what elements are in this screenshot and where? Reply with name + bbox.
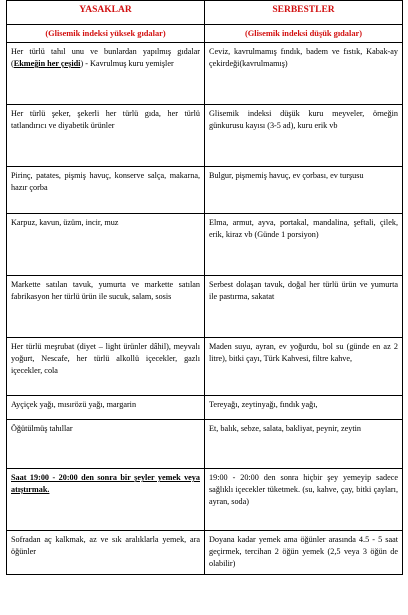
allowed-cell: Elma, armut, ayva, portakal, mandalina, şeftali, çilek, erik, kiraz vb (Günde 1 porsiyon) <box>205 214 403 276</box>
forbidden-cell: Sofradan aç kalkmak, az ve sık aralıklarla yemek, ara öğünler <box>7 531 205 575</box>
allowed-cell: Serbest dolaşan tavuk, doğal her türlü ürün ve yumurta ile pastırma, sakatat <box>205 276 403 338</box>
forbidden-cell: Öğütülmüş tahıllar <box>7 420 205 469</box>
column-subtitle-yasaklar: (Glisemik indeksi yüksek gıdalar) <box>7 25 205 43</box>
allowed-cell: Doyana kadar yemek ama öğünler arasında 4.5 - 5 saat geçirmek, tercihan 2 öğün yemek (2,5 veya 3 öğün de olabilir) <box>205 531 403 575</box>
forbidden-text-emphasis: Ekmeğin her çeşidi <box>13 59 81 69</box>
forbidden-cell <box>7 43 205 105</box>
table-subheader-row <box>7 25 403 43</box>
allowed-cell: Glisemik indeksi düşük kuru meyveler, örneğin günkurusu kayısı (3-5 ad), kuru erik vb <box>205 105 403 167</box>
table-row <box>7 167 403 214</box>
allowed-cell: Maden suyu, ayran, ev yoğurdu, bol su (günde en az 2 litre), bitki çayı, Türk Kahvesi, filtre kahve, <box>205 338 403 396</box>
table-row <box>7 105 403 167</box>
table-row <box>7 420 403 469</box>
forbidden-cell: Her türlü şeker, şekerli her türlü gıda, her türlü tatlandırıcı ve diyabetik ürünler <box>7 105 205 167</box>
allowed-cell: Bulgur, pişmemiş havuç, ev çorbası, ev turşusu <box>205 167 403 214</box>
table-row <box>7 531 403 575</box>
table-row <box>7 214 403 276</box>
forbidden-cell: Markette satılan tavuk, yumurta ve markette satılan fabrikasyon her türlü ürün ile sucuk, salam, sosis <box>7 276 205 338</box>
column-subtitle-serbestler: (Glisemik indeksi düşük gıdalar) <box>205 25 403 43</box>
food-table <box>6 0 403 575</box>
table-header-row <box>7 1 403 25</box>
forbidden-cell: Ayçiçek yağı, mısırözü yağı, margarin <box>7 396 205 420</box>
column-title-yasaklar: YASAKLAR <box>7 1 205 25</box>
forbidden-cell: Karpuz, kavun, üzüm, incir, muz <box>7 214 205 276</box>
table-row <box>7 276 403 338</box>
column-title-serbestler: SERBESTLER <box>205 1 403 25</box>
forbidden-text-part: Her türlü tahıl unu ve bunlardan yapılmış gıdalar ( <box>11 47 200 69</box>
allowed-cell: Et, balık, sebze, salata, bakliyat, peynir, zeytin <box>205 420 403 469</box>
table-row <box>7 396 403 420</box>
forbidden-cell: Saat 19:00 - 20:00 den sonra bir şeyler yemek veya atıştırmak. <box>7 469 205 531</box>
forbidden-cell: Her türlü meşrubat (diyet – light ürünler dâhil), meyvalı yoğurt, Nescafe, her türlü alkollü içecekler, gazlı içecekler, cola <box>7 338 205 396</box>
allowed-cell: 19:00 - 20:00 den sonra hiçbir şey yemeyip sadece sağlıklı içecekler tüketmek. (su, kahve, çay, bitki çayları, ayran, soda) <box>205 469 403 531</box>
allowed-cell: Tereyağı, zeytinyağı, fındık yağı, <box>205 396 403 420</box>
allowed-cell: Ceviz, kavrulmamış fındık, badem ve fıstık, Kabak-ay çekirdeği(kavrulmamış) <box>205 43 403 105</box>
table-row <box>7 469 403 531</box>
forbidden-cell: Pirinç, patates, pişmiş havuç, konserve salça, makarna, hazır çorba <box>7 167 205 214</box>
forbidden-text-part: ) - Kavrulmuş kuru yemişler <box>80 59 174 69</box>
table-row <box>7 338 403 396</box>
table-row <box>7 43 403 105</box>
